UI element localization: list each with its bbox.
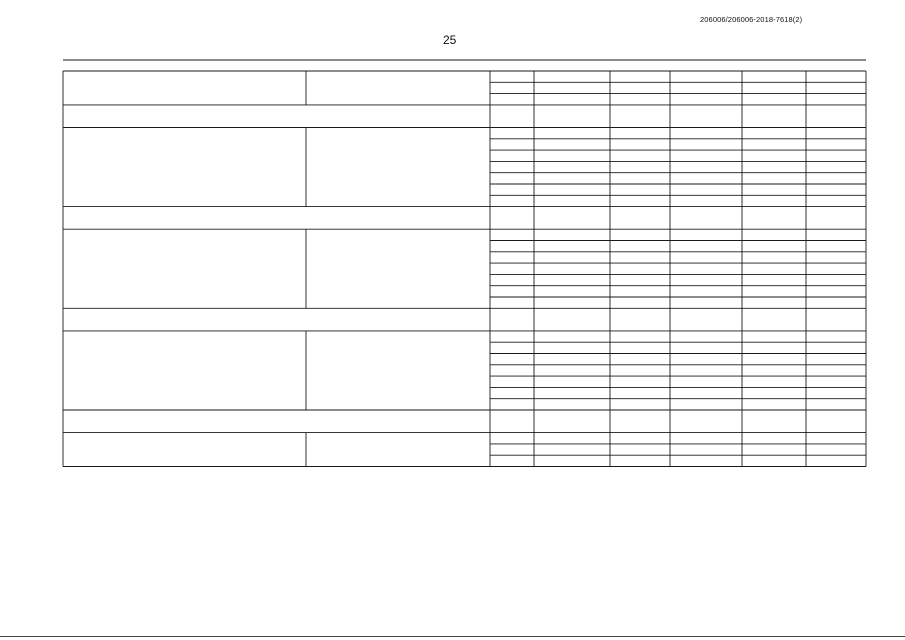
document-id: 206006/206006-2018-7618(2) — [700, 15, 803, 24]
page-bottom-edge — [0, 636, 905, 637]
page-number: 25 — [443, 33, 457, 47]
